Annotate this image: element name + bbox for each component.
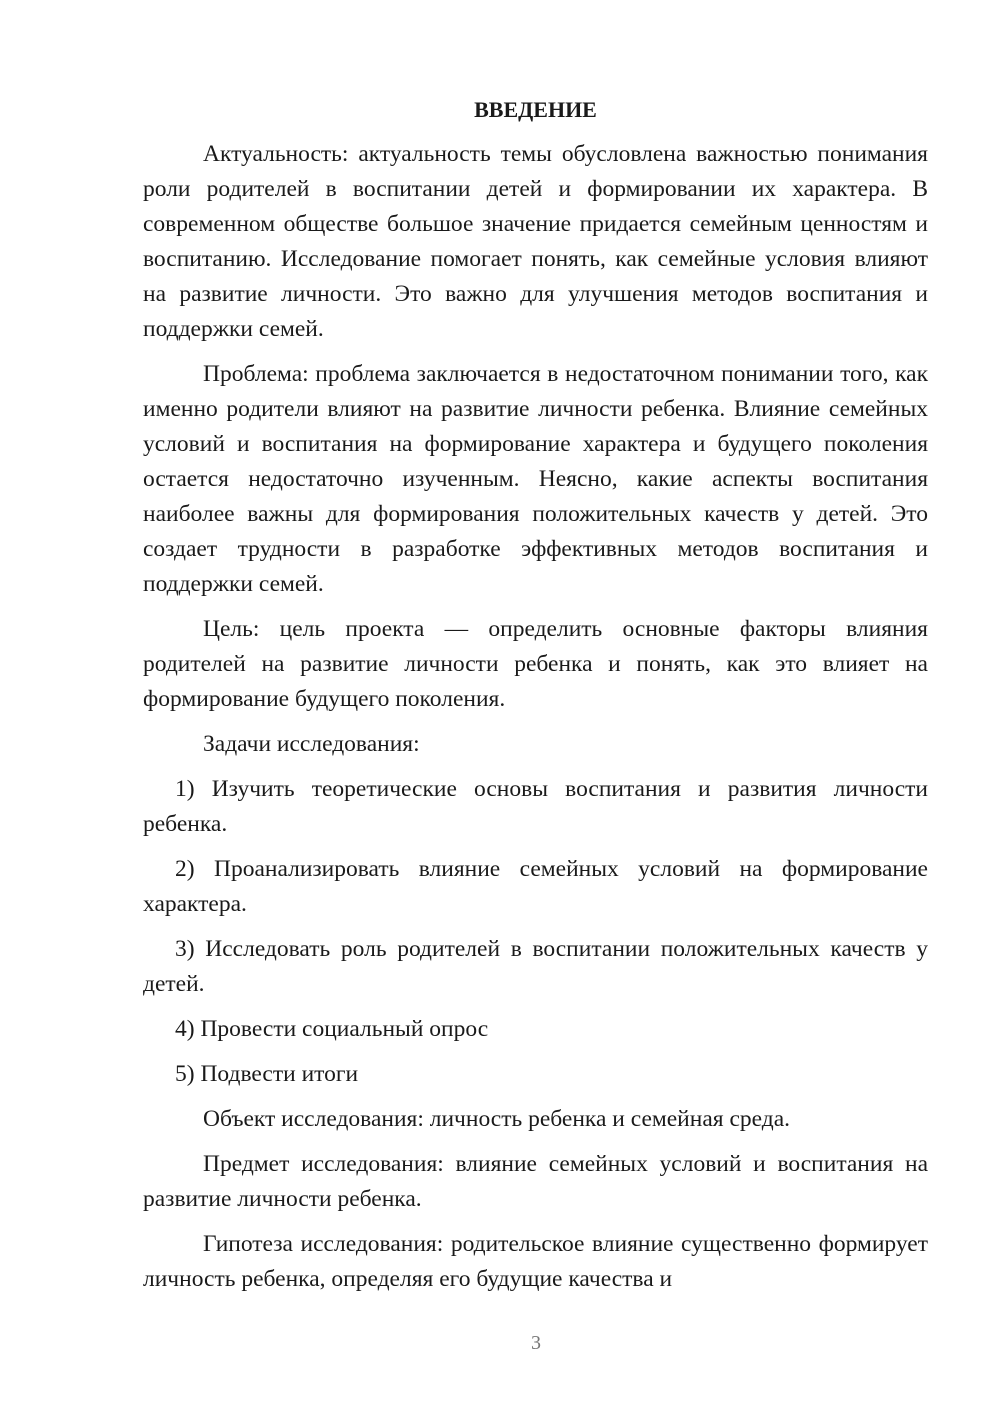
page-number: 3 <box>531 1332 541 1354</box>
document-body <box>143 92 928 1307</box>
page-title: ВВЕДЕНИЕ <box>474 97 597 122</box>
subject-paragraph: Предмет исследования: влияние семейных условий и воспитания на развитие личности ребенка. <box>143 1151 928 1212</box>
task-item-3: 3) Исследовать роль родителей в воспитании положительных качеств у детей. <box>143 936 928 997</box>
task-item-4: 4) Провести социальный опрос <box>175 1016 489 1042</box>
object-paragraph: Объект исследования: личность ребенка и семейная среда. <box>203 1106 791 1132</box>
task-item-2: 2) Проанализировать влияние семейных условий на формирование характера. <box>143 856 928 917</box>
relevance-paragraph: Актуальность: актуальность темы обусловлена важностью понимания роли родителей в воспитании детей и формировании их характера. В современном обществе большое значение придается семейным ценностям и воспитанию. Исследование помогает понять, как семейные условия влияют на развитие личности. Это важно для улучшения методов воспитания и поддержки семей. <box>143 141 928 342</box>
task-item-5: 5) Подвести итоги <box>175 1061 359 1087</box>
tasks-heading: Задачи исследования: <box>203 731 420 757</box>
goal-paragraph: Цель: цель проекта — определить основные факторы влияния родителей на развитие личности ребенка и понять, как это влияет на формирование будущего поколения. <box>143 616 928 712</box>
task-item-1: 1) Изучить теоретические основы воспитания и развития личности ребенка. <box>143 776 928 837</box>
hypothesis-paragraph: Гипотеза исследования: родительское влияние существенно формирует личность ребенка, определяя его будущие качества и <box>143 1231 928 1292</box>
problem-paragraph: Проблема: проблема заключается в недостаточном понимании того, как именно родители влияют на развитие личности ребенка. Влияние семейных условий и воспитания на формирование характера и будущего поколения остается недостаточно изученным. Неясно, какие аспекты воспитания наиболее важны для формирования положительных качеств у детей. Это создает трудности в разработке эффективных методов воспитания и поддержки семей. <box>143 361 928 597</box>
